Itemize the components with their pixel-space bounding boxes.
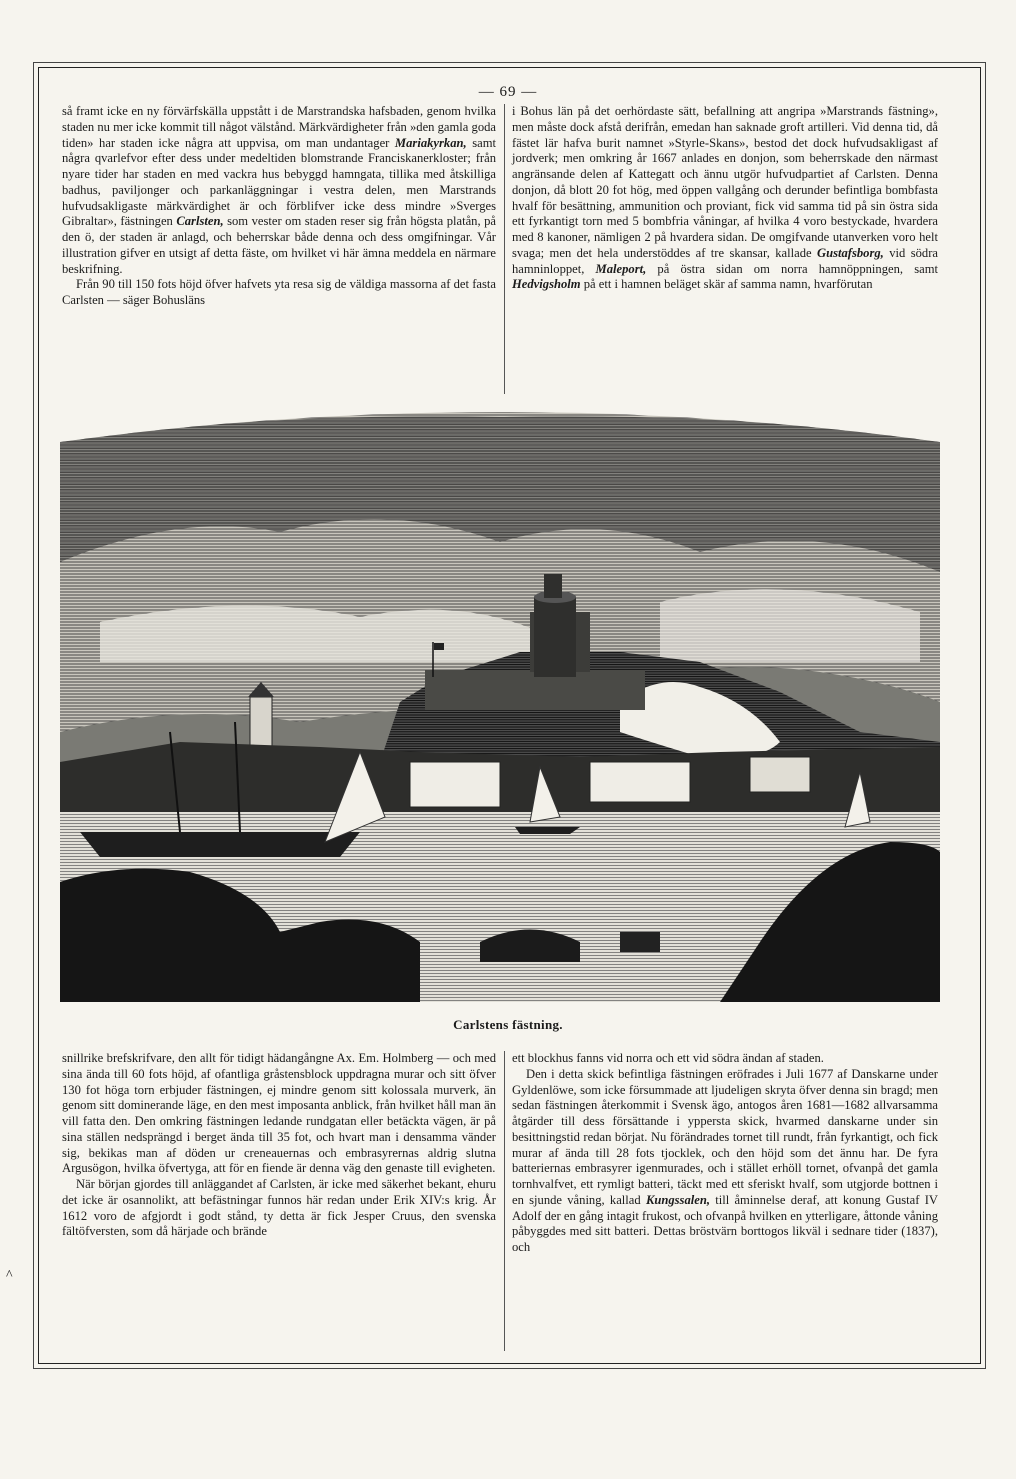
italic-term: Gustafsborg,: [817, 245, 884, 260]
paragraph: i Bohus län på det oerhördaste sätt, befallning att angripa »Marstrands fästning», men måste dock afstå derifrån, emedan han saknade groft artilleri. Vid denna tid, då fästet lär hafva burit namnet »Styrle-Skans», bestod det dock hufvudsakligast af jordverk; men omkring år 1667 anlades en donjon, som beherrskade den närmast angränsande delen af Kattegatt och ännu utgör hufvudpartiet af Carlsten. Denna donjon, då blott 20 fot hög, med öppen vallgång och derunder befintliga bombfasta hvalf för besättning, ammunition och proviant, fick vid samma tid på sin östra sida ett fyrkantigt torn med 5 bombfria våningar, af hvilka 4 voro bestyckade, hvardera med 8 kanoner, nämligen 2 på hvardera sidan. De omgifvande utanverken voro helt svaga; men det hela understöddes af tre skansar, kallade Gustafsborg, vid södra hamninloppet, Maleport, på östra sidan om norra hamnöppningen, samt Hedvigsholm på ett i hamnen beläget skär af samma namn, hvarförutan: [512, 104, 938, 292]
text-column-top-left: [62, 104, 496, 309]
paragraph: När början gjordes till anläggandet af Carlsten, är icke med säkerhet bekant, ehuru det icke är osannolikt, att befästningar funnos här redan under Erik XIV:s krig. År 1612 voro de afgjordt i godt stånd, ty detta är fick Jesper Cruus, den svenska fältöfversten, som då härjade och brände: [62, 1177, 496, 1239]
fortress-engraving: [60, 402, 940, 1002]
text-column-top-right: [512, 104, 938, 293]
italic-term: Hedvigsholm: [512, 277, 581, 292]
italic-term: Maleport,: [595, 261, 647, 276]
text-column-bottom-right: [512, 1051, 938, 1256]
column-divider: [504, 1051, 505, 1351]
illustration-caption: Carlstens fästning.: [453, 1017, 563, 1032]
paragraph: snillrike brefskrifvare, den allt för tidigt hädangångne Ax. Em. Holmberg — och med sina ända till 60 fots höjd, af ofantliga gråstensblock uppdragna murar och sitt öfver 130 fot höga torn erbjuder fästningen, ej mindre genom sitt kolossala murverk, än genom sitt dominerande läge, en den mest imposanta anblick, från hvilket håll man än vill fatta den. Den omkring fästningen ledande rundgatan eller betäckta vägen, är på sina ställen nedsprängd i berget ända till 35 fot, och hvart man i densamma vänder sig, bekikas man af döden ur creneauernas och embrasyrernas aldrig slutna Argusögon, hvilka öfvertyga, att för en fiende är denna väg den genaste till evigheten.: [62, 1051, 497, 1176]
column-divider: [504, 104, 505, 394]
paragraph: Den i detta skick befintliga fästningen eröfrades i Juli 1677 af Danskarne under Gyldenlöwe, som icke försummade att ljudeligen skryta öfver denna sin bragd; men sedan fästningen återkommit i Svensk ägo, antogos åren 1681—1682 allvarsamma åtgärder till dess försättande i yppersta skick, hvarmed danskarne under sin besittningstid redan börjat. Nu förändrades tornet till rundt, från fyrkantigt, och fick murar af ända till 28 fots tjocklek, och den höjd som det ännu har. De fyra batteriernas embrasyrer igenmurades, och i stället erhöll tornet, ofvanpå det gamla tornhvalfvet, ett rymligt batteri, täckt med ett sferiskt hvalf, som utgjorde bottnen i en sjunde våning, kallad Kungssalen, till åminnelse deraf, att konung Gustaf IV Adolf der en gång intagit frukost, och ofvanpå hvilken en ytterligare, åttonde våning påbyggdes med sitt batteri. Dettas bröstvärn borttogos likväl i sednare tider (1837), och: [512, 1066, 938, 1254]
italic-term: Mariakyrkan,: [394, 135, 467, 150]
text-column-bottom-left: [62, 1051, 496, 1240]
paragraph: ett blockhus fanns vid norra och ett vid södra ändan af staden.: [512, 1051, 824, 1065]
page-number: — 69 —: [478, 84, 538, 100]
italic-term: Carlsten,: [176, 214, 224, 229]
paragraph: Från 90 till 150 fots höjd öfver hafvets yta resa sig de väldiga massorna af det fasta Carlsten — säger Bohusläns: [62, 277, 496, 307]
paragraph: så framt icke en ny förvärfskälla uppstått i de Marstrandska hafsbaden, genom hvilka staden nu mer icke kommit till något välstånd. Märkvärdigheter från »den gamla goda tiden» har staden icke några att uppvisa, om man undantager Mariakyrkan, samt några qvarlefvor efter dess under medeltiden blomstrande Franciskanerkloster; från nyare tider har staden en med vackra hus bebyggd hamngata, tillika med åtskilliga badhus, paviljonger och parkanläggningar i vestra delen, men Marstrands hufvudsakligaste märkvärdighet är och förblifver icke dess mindre »Sverges Gibraltar», fästningen Carlsten, som vester om staden reser sig från högsta platån, på den ö, der staden är anlagd, och beherrskar både denna och dess omgifningar. Vår illustration gifver en utsigt af detta fäste, om hvilket vi här ämna meddela en närmare beskrifning.: [62, 104, 497, 276]
italic-term: Kungssalen,: [645, 1192, 710, 1207]
margin-caret-mark: ^: [6, 1268, 13, 1283]
